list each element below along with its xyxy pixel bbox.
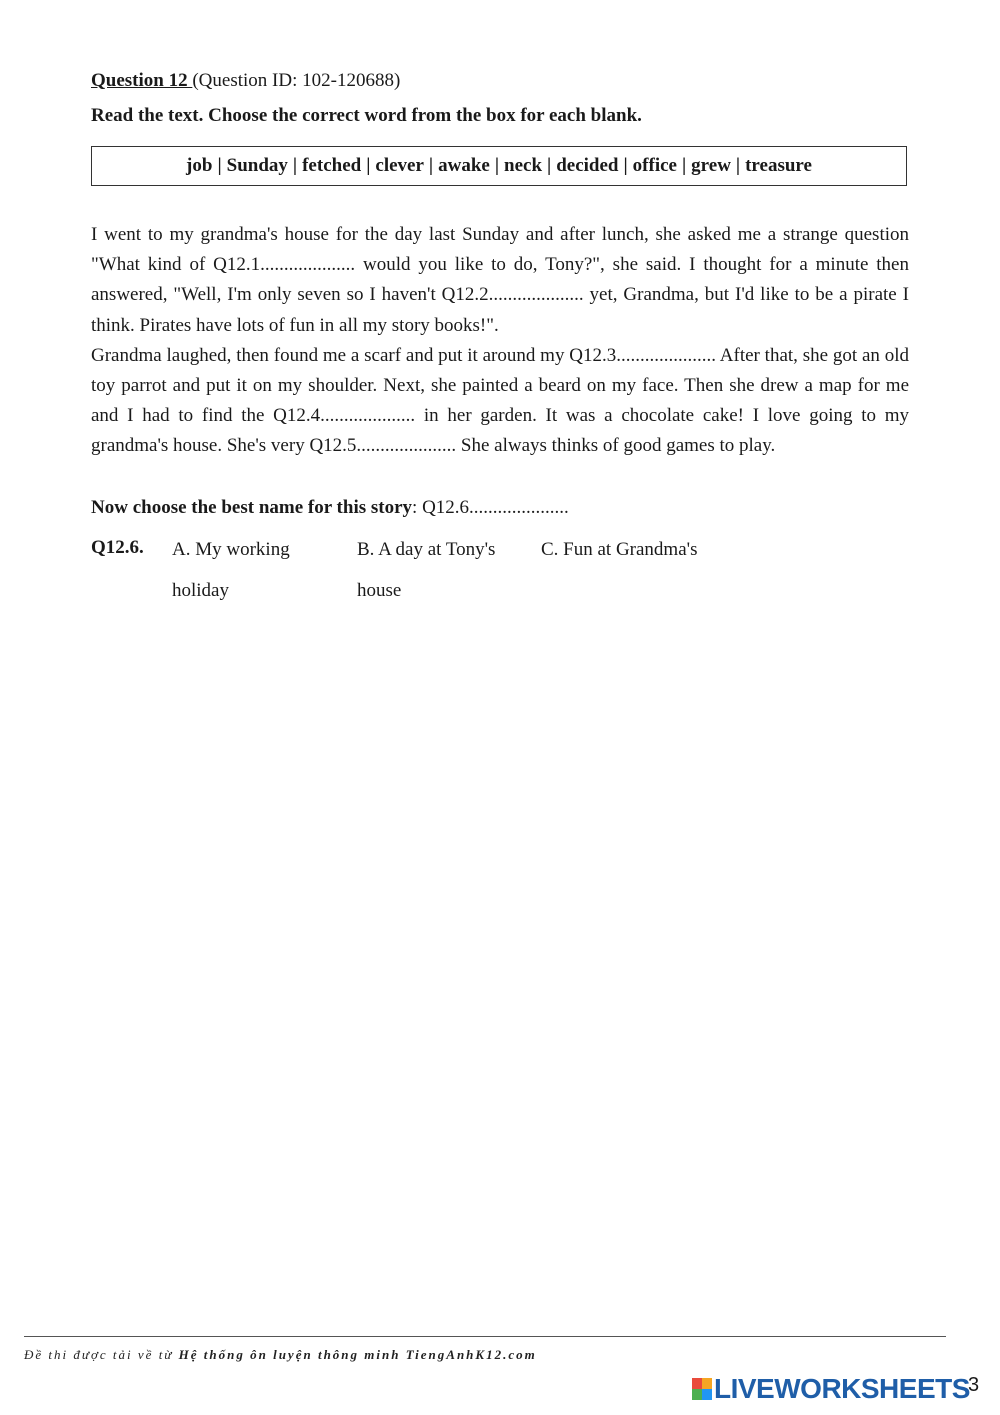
reading-passage — [91, 220, 909, 462]
word-separator: | — [217, 155, 222, 176]
word-separator: | — [428, 155, 434, 176]
footer-source — [24, 1347, 537, 1363]
question-header — [91, 68, 400, 94]
logo-square — [702, 1389, 712, 1400]
word-box-item: decided — [556, 155, 619, 176]
word-separator: | — [366, 155, 371, 176]
passage-paragraph-2: Grandma laughed, then found me a scarf and put it around my Q12.3..................... After that, she got an old toy parrot and put it on my shoulder. Next, she painted a beard on my face. Then she drew a map for me and I had to find the Q12.4.................... in her garden. It was a chocolate cake! I love going to my grandma's house. She's very Q12.5..................... She always thinks of good games to play. — [91, 344, 909, 457]
word-box-item: treasure — [745, 155, 812, 176]
word-box-item: fetched — [302, 155, 362, 176]
word-separator: | — [623, 155, 628, 176]
word-box-item: grew — [691, 155, 731, 176]
page-number: 3 — [968, 1374, 980, 1396]
liveworksheets-logo-icon — [692, 1378, 712, 1400]
word-box-item: office — [632, 155, 677, 176]
choose-title-label: Now choose the best name for this story — [91, 497, 413, 518]
word-separator: | — [547, 155, 552, 176]
logo-square — [702, 1378, 712, 1389]
word-box-item: job — [186, 155, 213, 176]
word-box-item: awake — [438, 155, 490, 176]
option-a[interactable]: A. My working holiday — [172, 539, 290, 601]
option-number: Q12.6. — [91, 537, 144, 558]
logo-square — [692, 1378, 702, 1389]
question-title: Question 12 — [91, 70, 193, 91]
footer-divider — [24, 1336, 946, 1337]
word-separator: | — [681, 155, 687, 176]
word-box-item: Sunday — [226, 155, 288, 176]
liveworksheets-logo — [692, 1373, 970, 1404]
footer-prefix: Đề thi được tải về từ — [24, 1347, 179, 1362]
passage-paragraph-1: I went to my grandma's house for the day last Sunday and after lunch, she asked me a strange question "What kind of Q12.1.................... would you like to do, Tony?", she said. I thought for a minute then answered, "Well, I'm only seven so I haven't Q12.2.................... yet, Grandma, but I'd like to be a pirate I think. Pirates have lots of fun in all my story books!". — [91, 224, 909, 336]
word-box-item: neck — [504, 155, 543, 176]
option-b[interactable]: B. A day at Tony's house — [357, 539, 496, 601]
instruction-text: Read the text. Choose the correct word from the box for each blank. — [91, 105, 642, 126]
word-box — [91, 146, 907, 186]
option-c[interactable]: C. Fun at Grandma's — [541, 539, 698, 560]
word-box-item: clever — [375, 155, 424, 176]
word-separator: | — [735, 155, 741, 176]
word-separator: | — [494, 155, 500, 176]
question-id: (Question ID: 102-120688) — [192, 70, 401, 91]
choose-title-blank: : Q12.6..................... — [412, 497, 569, 518]
choose-title-line — [91, 495, 569, 521]
word-separator: | — [292, 155, 298, 176]
logo-square — [692, 1389, 702, 1400]
liveworksheets-logo-text: LIVEWORKSHEETS — [714, 1373, 970, 1404]
footer-source-name: Hệ thống ôn luyện thông minh TiengAnhK12.com — [178, 1347, 537, 1362]
